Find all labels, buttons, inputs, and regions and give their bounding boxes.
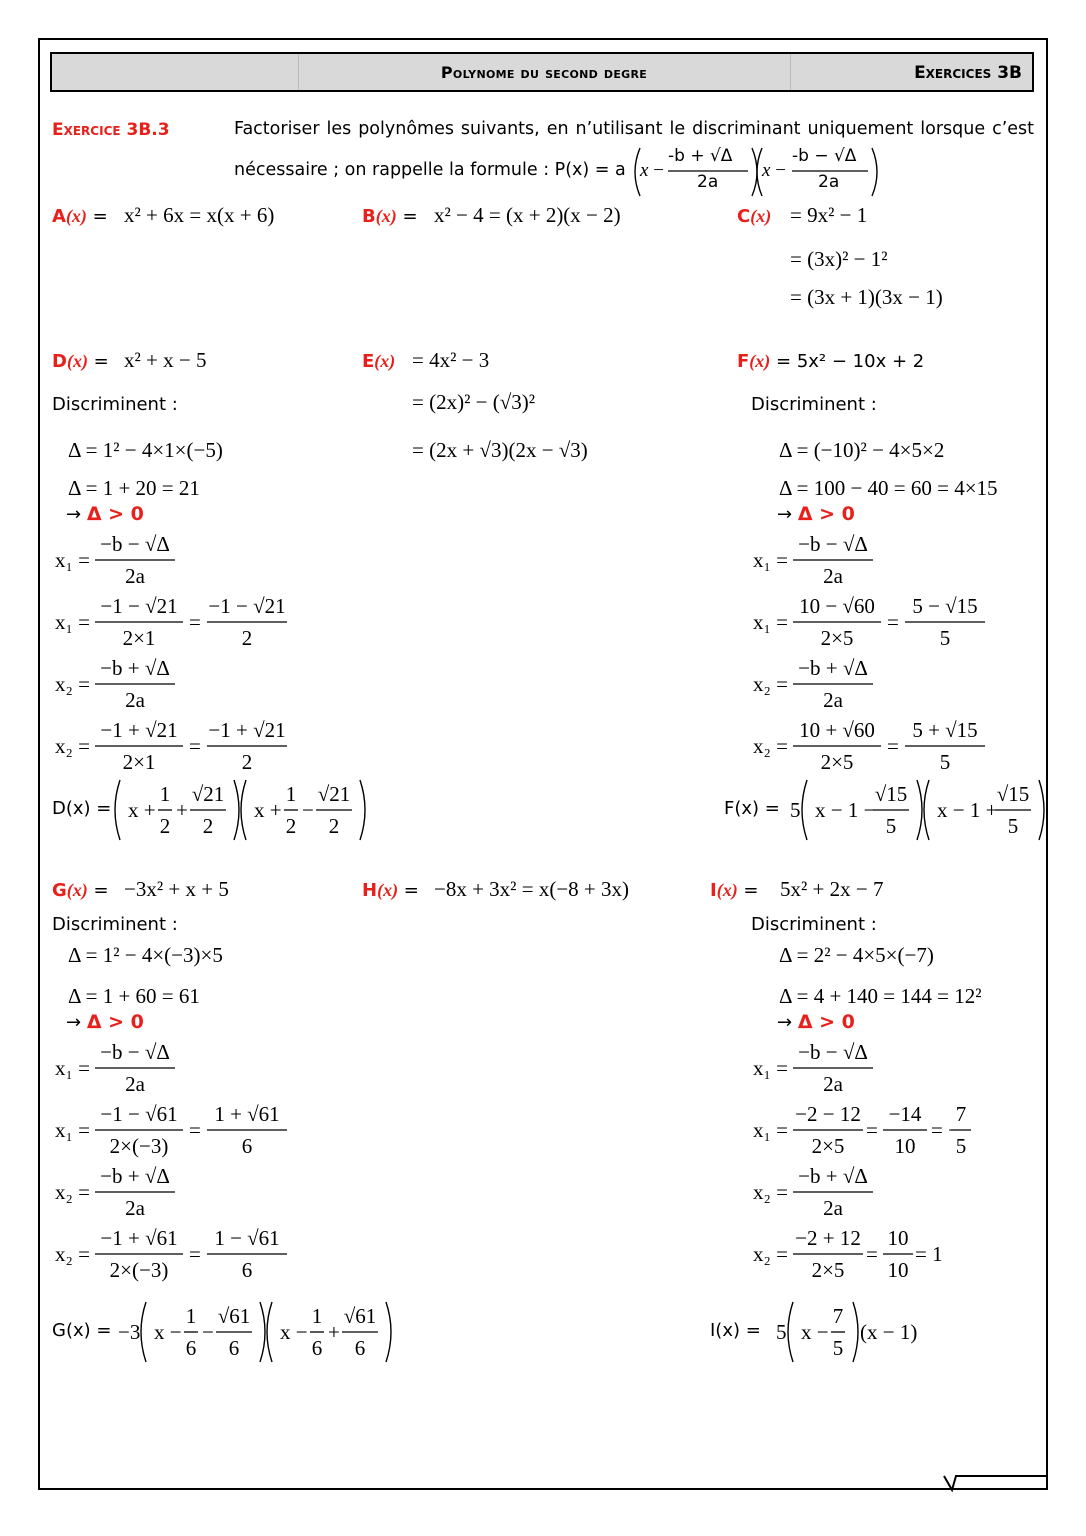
G-res-t-1-0: x −	[280, 1320, 308, 1344]
I-result-lhs: I(x) =	[710, 1320, 761, 1341]
G-root-frac-3-1-den: 6	[241, 1258, 253, 1282]
D-res-f-1-3-num: √21	[317, 782, 351, 806]
I-root-frac-0-num: −b − √Δ	[798, 1040, 868, 1064]
I-root-lhs-0: x₁ =	[753, 1056, 788, 1080]
G-res-f-1-3-den: 6	[354, 1336, 366, 1360]
I-root-frac-1c-den: 5	[955, 1134, 967, 1158]
D-arrow: → Δ > 0	[66, 503, 144, 525]
eq-G: −3x² + x + 5	[124, 877, 229, 901]
header-title: Polynome du second degre	[440, 63, 648, 82]
D-res-f-0-3-den: 2	[202, 814, 214, 838]
F-root-frac-1-1-num: 5 − √15	[912, 594, 978, 618]
F-res-f-1-1-den: 5	[1007, 814, 1019, 838]
D-root-frac-3-0-den: 2×1	[122, 750, 156, 774]
I-root-eq-3a: =	[866, 1242, 878, 1266]
G-res-pl-1	[267, 1302, 272, 1362]
F-root-frac-3-1-den: 5	[939, 750, 951, 774]
label-I: I(x) =	[710, 880, 759, 901]
formula-paren2-l	[757, 148, 762, 196]
D-delta2: Δ = 1 + 20 = 21	[68, 476, 200, 500]
G-res-f-0-1-num: 1	[185, 1304, 197, 1328]
F-root-frac-1-0-den: 2×5	[820, 626, 854, 650]
I-root-frac-1b-den: 10	[894, 1134, 916, 1158]
D-root-eq-3-1: =	[189, 734, 201, 758]
I-root-frac-1b-num: −14	[888, 1102, 922, 1126]
G-root-frac-2-0-den: 2a	[125, 1196, 145, 1220]
G-root-frac-1-0-den: 2×(−3)	[109, 1134, 169, 1158]
F-res-f-0-1-den: 5	[885, 814, 897, 838]
formula-x1: x −	[640, 160, 664, 181]
F-delta1: Δ = (−10)² − 4×5×2	[779, 438, 945, 462]
G-res-f-1-1-den: 6	[311, 1336, 323, 1360]
G-root-eq-3-1: =	[189, 1242, 201, 1266]
G-res-pr-1	[386, 1302, 391, 1362]
label-F: F(x) = 5x² − 10x + 2	[737, 351, 925, 372]
D-root-lhs-0: x₁ =	[55, 548, 90, 572]
eq-C3: = (3x + 1)(3x − 1)	[790, 285, 943, 309]
I-res-f-0-1-num: 7	[832, 1304, 844, 1328]
F-result-coef: 5	[790, 798, 801, 822]
F-root-lhs-1: x₁ =	[753, 610, 788, 634]
eq-D: x² + x − 5	[124, 348, 207, 372]
I-res-t-0-0: x −	[801, 1320, 829, 1344]
I-root-frac-2-den: 2a	[823, 1196, 843, 1220]
F-root-frac-1-0-num: 10 − √60	[799, 594, 875, 618]
G-res-f-0-1-den: 6	[185, 1336, 197, 1360]
eq-E1: = 4x² − 3	[412, 348, 490, 372]
F-res-pr-0	[917, 780, 922, 840]
I-result-coef: 5	[776, 1320, 787, 1344]
G-arrow: → Δ > 0	[66, 1011, 144, 1033]
G-result-lhs: G(x) =	[52, 1320, 112, 1341]
eq-E3: = (2x + √3)(2x − √3)	[412, 438, 588, 462]
I-result-tail: (x − 1)	[860, 1320, 918, 1344]
G-root-frac-3-0-den: 2×(−3)	[109, 1258, 169, 1282]
G-delta2: Δ = 1 + 60 = 61	[68, 984, 200, 1008]
G-res-f-0-3-den: 6	[228, 1336, 240, 1360]
I-discriminant-label: Discriminent :	[751, 914, 877, 935]
G-root-frac-2-0-num: −b + √Δ	[100, 1164, 170, 1188]
D-res-pl-0	[115, 780, 120, 840]
F-result-lhs: F(x) =	[724, 798, 780, 819]
G-root-frac-0-0-den: 2a	[125, 1072, 145, 1096]
G-res-t-0-0: x −	[154, 1320, 182, 1344]
F-res-t-0-0: x − 1 −	[815, 798, 876, 822]
formula-paren2-r	[872, 148, 877, 196]
D-res-pr-1	[360, 780, 365, 840]
eq-C1: = 9x² − 1	[790, 203, 868, 227]
D-res-t-1-2: −	[302, 798, 314, 822]
I-root-eq-1b: = −	[931, 1118, 960, 1142]
I-root-frac-1a-den: 2×5	[811, 1134, 845, 1158]
I-root-frac-1a-num: −2 − 12	[795, 1102, 861, 1126]
G-root-frac-3-0-num: −1 + √61	[100, 1226, 178, 1250]
G-res-pl-0	[141, 1302, 146, 1362]
I-root-lhs-1: x₁ =	[753, 1118, 788, 1142]
I-arrow: → Δ > 0	[777, 1011, 855, 1033]
F-res-f-0-1-num: √15	[874, 782, 908, 806]
I-root-lhs-3: x₂ =	[753, 1242, 788, 1266]
F-res-t-1-0: x − 1 +	[937, 798, 998, 822]
D-res-t-0-2: +	[176, 798, 188, 822]
F-res-f-1-1-num: √15	[996, 782, 1030, 806]
G-res-t-1-2: +	[328, 1320, 340, 1344]
D-res-f-1-1-num: 1	[285, 782, 297, 806]
I-root-frac-2-num: −b + √Δ	[798, 1164, 868, 1188]
D-res-t-0-0: x +	[128, 798, 156, 822]
I-root-frac-3a-num: −2 + 12	[795, 1226, 861, 1250]
D-root-frac-1-1-num: −1 − √21	[208, 594, 286, 618]
F-root-frac-2-0-num: −b + √Δ	[798, 656, 868, 680]
F-root-frac-0-0-den: 2a	[823, 564, 843, 588]
D-res-pl-1	[241, 780, 246, 840]
D-discriminant-label: Discriminent :	[52, 394, 178, 415]
formula-num1: -b + √Δ	[668, 146, 733, 166]
G-root-eq-1-1: =	[189, 1118, 201, 1142]
eq-E2: = (2x)² − (√3)²	[412, 390, 536, 414]
F-arrow: → Δ > 0	[777, 503, 855, 525]
F-root-frac-1-1-den: 5	[939, 626, 951, 650]
G-root-lhs-0: x₁ =	[55, 1056, 90, 1080]
I-root-eq-3b: = 1	[915, 1242, 943, 1266]
D-res-f-1-3-den: 2	[328, 814, 340, 838]
F-root-frac-2-0-den: 2a	[823, 688, 843, 712]
I-root-eq-1a: =	[866, 1118, 878, 1142]
label-B: B(x) =	[362, 206, 418, 227]
D-root-frac-1-0-num: −1 − √21	[100, 594, 178, 618]
I-delta1: Δ = 2² − 4×5×(−7)	[779, 943, 934, 967]
label-C: C(x)	[737, 206, 772, 227]
F-root-lhs-3: x₂ =	[753, 734, 788, 758]
eq-H: −8x + 3x² = x(−8 + 3x)	[434, 877, 629, 901]
G-res-f-1-3-num: √61	[343, 1304, 377, 1328]
D-root-frac-3-1-den: 2	[241, 750, 253, 774]
F-root-lhs-2: x₂ =	[753, 672, 788, 696]
G-root-lhs-1: x₁ =	[55, 1118, 90, 1142]
label-A: A(x) =	[52, 206, 108, 227]
eq-C2: = (3x)² − 1²	[790, 247, 888, 271]
G-discriminant-label: Discriminent :	[52, 914, 178, 935]
D-root-frac-2-0-num: −b + √Δ	[100, 656, 170, 680]
D-res-f-0-3-num: √21	[191, 782, 225, 806]
G-delta1: Δ = 1² − 4×(−3)×5	[68, 943, 223, 967]
F-root-frac-0-0-num: −b − √Δ	[798, 532, 868, 556]
G-result-coef: −3	[118, 1320, 141, 1344]
G-root-frac-3-1-num: 1 − √61	[214, 1226, 280, 1250]
G-res-t-0-2: −	[202, 1320, 214, 1344]
formula-x2: x −	[762, 160, 786, 181]
G-root-frac-1-1-num: 1 + √61	[214, 1102, 280, 1126]
D-res-f-0-1-num: 1	[159, 782, 171, 806]
I-root-frac-3b-num: 10	[887, 1226, 909, 1250]
I-root-frac-1c-num: 7	[955, 1102, 967, 1126]
F-res-pl-0	[802, 780, 807, 840]
D-root-frac-2-0-den: 2a	[125, 688, 145, 712]
exercise-label: Exercice 3B.3	[52, 120, 170, 140]
G-root-frac-0-0-num: −b − √Δ	[100, 1040, 170, 1064]
I-res-pl-0	[788, 1302, 793, 1362]
G-res-f-0-3-num: √61	[217, 1304, 251, 1328]
F-root-lhs-0: x₁ =	[753, 548, 788, 572]
I-delta2: Δ = 4 + 140 = 144 = 12²	[779, 984, 982, 1008]
formula-den1: 2a	[697, 172, 719, 192]
F-root-frac-3-0-num: 10 + √60	[799, 718, 875, 742]
D-root-frac-3-1-num: −1 + √21	[208, 718, 286, 742]
header-right: Exercices 3B	[914, 63, 1022, 83]
D-root-frac-3-0-num: −1 + √21	[100, 718, 178, 742]
F-root-eq-3-1: =	[887, 734, 899, 758]
instruction-line2: nécessaire ; on rappelle la formule : P(x) = a	[234, 160, 626, 180]
formula-den2: 2a	[818, 172, 840, 192]
D-root-lhs-2: x₂ =	[55, 672, 90, 696]
formula-paren1-r	[752, 148, 757, 196]
F-res-pl-1	[924, 780, 929, 840]
eq-I: 5x² + 2x − 7	[780, 877, 884, 901]
D-res-f-1-1-den: 2	[285, 814, 297, 838]
label-G: G(x) =	[52, 880, 109, 901]
D-delta1: Δ = 1² − 4×1×(−5)	[68, 438, 223, 462]
I-root-frac-3a-den: 2×5	[811, 1258, 845, 1282]
D-root-frac-1-0-den: 2×1	[122, 626, 156, 650]
corner-mark	[944, 1476, 1048, 1490]
G-root-frac-1-1-den: 6	[241, 1134, 253, 1158]
G-root-frac-1-0-num: −1 − √61	[100, 1102, 178, 1126]
I-res-pr-0	[853, 1302, 858, 1362]
D-root-frac-0-0-den: 2a	[125, 564, 145, 588]
formula-num2: -b − √Δ	[792, 146, 857, 166]
I-res-f-0-1-den: 5	[832, 1336, 844, 1360]
D-res-f-0-1-den: 2	[159, 814, 171, 838]
F-root-eq-1-1: =	[887, 610, 899, 634]
D-res-pr-0	[234, 780, 239, 840]
F-res-pr-1	[1039, 780, 1044, 840]
G-res-pr-0	[260, 1302, 265, 1362]
F-root-frac-3-0-den: 2×5	[820, 750, 854, 774]
eq-A: x² + 6x = x(x + 6)	[124, 203, 275, 227]
D-root-lhs-3: x₂ =	[55, 734, 90, 758]
F-root-frac-3-1-num: 5 + √15	[912, 718, 978, 742]
I-root-frac-0-den: 2a	[823, 1072, 843, 1096]
I-root-lhs-2: x₂ =	[753, 1180, 788, 1204]
D-root-frac-0-0-num: −b − √Δ	[100, 532, 170, 556]
D-res-t-1-0: x +	[254, 798, 282, 822]
D-root-frac-1-1-den: 2	[241, 626, 253, 650]
label-D: D(x) =	[52, 351, 109, 372]
D-root-eq-1-1: =	[189, 610, 201, 634]
I-root-frac-3b-den: 10	[887, 1258, 909, 1282]
label-H: H(x) =	[362, 880, 419, 901]
label-E: E(x)	[362, 351, 396, 372]
eq-B: x² − 4 = (x + 2)(x − 2)	[434, 203, 621, 227]
formula-paren1-l	[635, 148, 640, 196]
D-result-lhs: D(x) =	[52, 798, 112, 819]
instruction-line1: Factoriser les polynômes suivants, en n’utilisant le discriminant uniquement lorsque c’est	[234, 119, 1034, 139]
G-root-lhs-3: x₂ =	[55, 1242, 90, 1266]
D-root-lhs-1: x₁ =	[55, 610, 90, 634]
F-discriminant-label: Discriminent :	[751, 394, 877, 415]
G-res-f-1-1-num: 1	[311, 1304, 323, 1328]
G-root-lhs-2: x₂ =	[55, 1180, 90, 1204]
F-delta2: Δ = 100 − 40 = 60 = 4×15	[779, 476, 998, 500]
